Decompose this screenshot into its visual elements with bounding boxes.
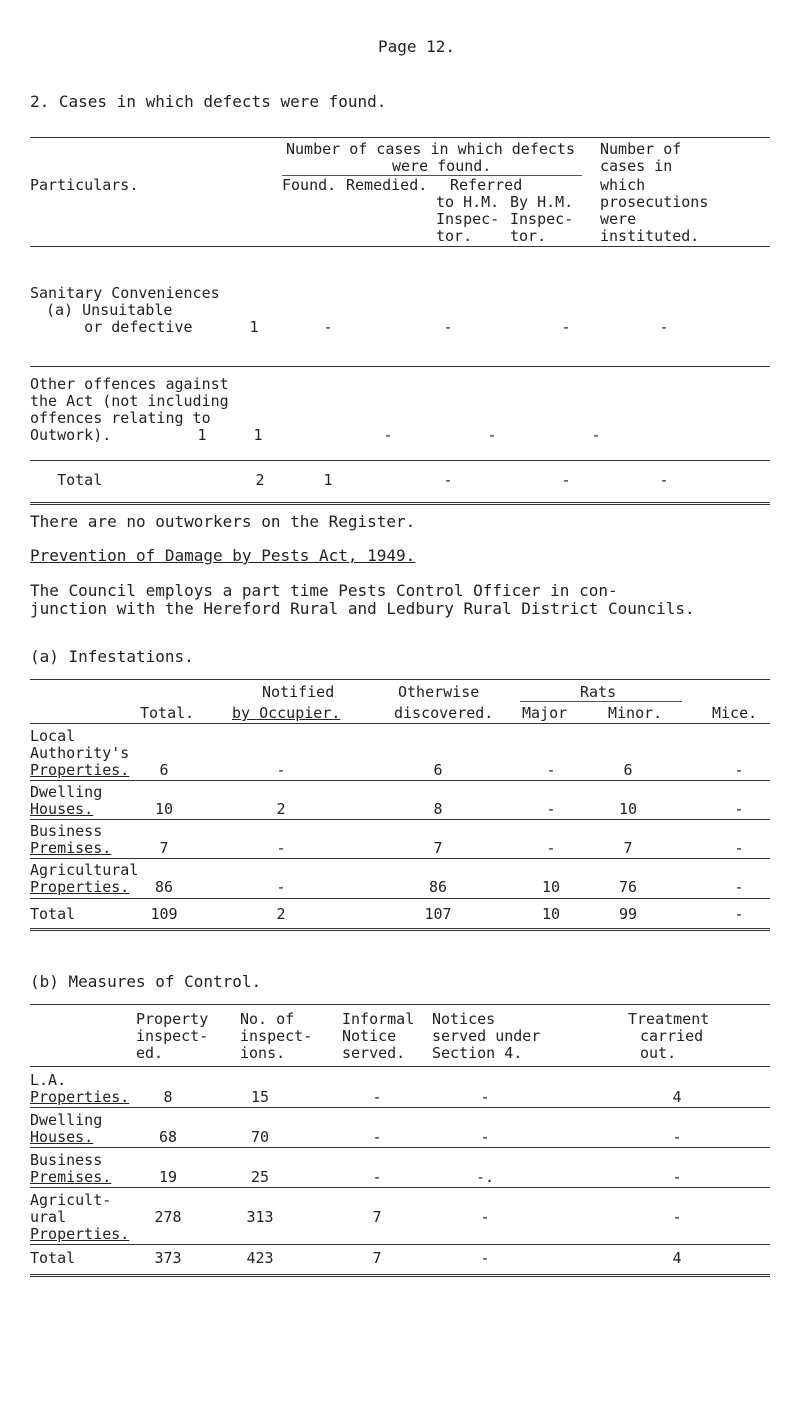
cell-treatment: 4	[672, 1249, 682, 1267]
header-bottom-rule	[30, 246, 770, 247]
row-label-line: Dwelling	[30, 1111, 103, 1129]
row-label-line: Local	[30, 727, 76, 745]
row-label-line: offences relating to	[30, 409, 211, 427]
table-bottom-rule	[30, 502, 770, 505]
header-notified-1: Notified	[262, 683, 335, 701]
cell-notices: -	[480, 1249, 490, 1267]
row-label-line: Sanitary Conveniences	[30, 284, 220, 302]
cell-major: 10	[541, 905, 561, 923]
table-top-rule	[30, 1004, 770, 1005]
row-label-line: Outwork).	[30, 426, 112, 444]
cell-property: 278	[154, 1208, 182, 1226]
cell-found: 1	[197, 426, 207, 444]
table-bottom-rule	[30, 928, 770, 931]
cell-major: -	[546, 800, 556, 818]
outworkers-note: There are no outworkers on the Register.	[30, 512, 416, 531]
row-label-line: Houses.	[30, 1128, 94, 1146]
cell-otherwise: 7	[433, 839, 443, 857]
cell-major: -	[546, 839, 556, 857]
cell-notices: -	[480, 1208, 490, 1226]
header-notices-2: served under	[432, 1027, 541, 1045]
cell-otherwise: 86	[428, 878, 448, 896]
header-treatment-2: carried	[640, 1027, 704, 1045]
cell-otherwise: 6	[433, 761, 443, 779]
header-otherwise-1: Otherwise	[398, 683, 480, 701]
cell-informal: 7	[372, 1249, 382, 1267]
header-to-hm: to H.M.	[436, 193, 500, 211]
cell-mice: -	[734, 800, 744, 818]
cell-major: 10	[541, 878, 561, 896]
cell-inspections: 313	[246, 1208, 274, 1226]
cell-prosecutions: -	[591, 426, 601, 444]
cell-to-hm: -	[383, 426, 393, 444]
cell-minor: 6	[623, 761, 633, 779]
cell-informal: -	[372, 1088, 382, 1106]
cell-minor: 10	[618, 800, 638, 818]
header-treatment-1: Treatment	[628, 1010, 710, 1028]
cell-mice: -	[734, 761, 744, 779]
cell-mice: -	[734, 878, 744, 896]
cell-remedied: 1	[253, 426, 263, 444]
cell-treatment: 4	[672, 1088, 682, 1106]
cell-total: 10	[154, 800, 174, 818]
cell-minor: 76	[618, 878, 638, 896]
row-label-line: Houses.	[30, 800, 94, 818]
header-inspections-3: ions.	[240, 1044, 286, 1062]
header-remedied: Remedied.	[346, 176, 428, 194]
cell-found: 1	[249, 318, 259, 336]
cell-prosecutions: -	[659, 471, 669, 489]
header-tor-2: tor.	[510, 227, 547, 245]
header-prosec-4: prosecutions	[600, 193, 709, 211]
header-tor-1: tor.	[436, 227, 473, 245]
cell-prosecutions: -	[659, 318, 669, 336]
row-label-line: Total	[30, 1249, 76, 1267]
header-property-3: ed.	[136, 1044, 164, 1062]
header-particulars: Particulars.	[30, 176, 139, 194]
council-paragraph-line2: junction with the Hereford Rural and Ledbury Rural District Councils.	[30, 599, 695, 618]
act-heading: Prevention of Damage by Pests Act, 1949.	[30, 546, 416, 565]
row-label-line: Total	[30, 471, 103, 489]
row-label-line: Premises.	[30, 839, 112, 857]
cell-notified: 2	[276, 905, 286, 923]
row-label-line: Other offences against	[30, 375, 229, 393]
cell-notices: -.	[475, 1168, 495, 1186]
row-rule	[30, 1147, 770, 1148]
header-prosec-3: which	[600, 176, 646, 194]
council-paragraph-line1: The Council employs a part time Pests Control Officer in con-	[30, 581, 618, 600]
row-rule	[30, 1187, 770, 1188]
cell-mice: -	[734, 905, 744, 923]
header-notified-2: by Occupier.	[232, 704, 341, 722]
cell-inspections: 70	[250, 1128, 270, 1146]
row-label-line: Properties.	[30, 878, 130, 896]
cell-remedied: 1	[323, 471, 333, 489]
cell-minor: 7	[623, 839, 633, 857]
cell-inspections: 25	[250, 1168, 270, 1186]
cell-otherwise: 107	[424, 905, 452, 923]
cell-notified: -	[276, 761, 286, 779]
row-label-line: Agricultural	[30, 861, 139, 879]
cell-otherwise: 8	[433, 800, 443, 818]
row-label-line: Premises.	[30, 1168, 112, 1186]
header-mice: Mice.	[712, 704, 758, 722]
header-prosec-6: instituted.	[600, 227, 700, 245]
header-prosec-5: were	[600, 210, 637, 228]
row-rule	[30, 858, 770, 859]
cell-property: 68	[158, 1128, 178, 1146]
header-notices-3: Section 4.	[432, 1044, 523, 1062]
header-group-line2: were found.	[392, 157, 492, 175]
cell-informal: -	[372, 1128, 382, 1146]
row-rule	[30, 460, 770, 461]
row-label-line: ural	[30, 1208, 67, 1226]
header-informal-2: Notice	[342, 1027, 397, 1045]
header-by-hm: By H.M.	[510, 193, 574, 211]
header-property-1: Property	[136, 1010, 209, 1028]
cell-inspections: 423	[246, 1249, 274, 1267]
header-bottom-rule	[30, 1066, 770, 1067]
infestations-title: (a) Infestations.	[30, 647, 194, 666]
row-rule	[30, 1107, 770, 1108]
table-top-rule	[30, 137, 770, 138]
header-treatment-3: out.	[640, 1044, 677, 1062]
header-total: Total.	[140, 704, 195, 722]
cell-property: 19	[158, 1168, 178, 1186]
table-bottom-rule	[30, 1274, 770, 1277]
header-informal-1: Informal	[342, 1010, 415, 1028]
row-rule	[30, 780, 770, 781]
row-label-line: or defective	[30, 318, 193, 336]
row-rule	[30, 366, 770, 367]
cell-found: 2	[255, 471, 265, 489]
page-number: Page 12.	[378, 37, 456, 56]
cell-notified: -	[276, 839, 286, 857]
row-rule	[30, 819, 770, 820]
cell-to-hm: -	[443, 471, 453, 489]
cell-major: -	[546, 761, 556, 779]
cell-total: 109	[150, 905, 178, 923]
cell-notices: -	[480, 1128, 490, 1146]
row-label-line: Authority's	[30, 744, 130, 762]
header-informal-3: served.	[342, 1044, 406, 1062]
cell-by-hm: -	[487, 426, 497, 444]
cell-treatment: -	[672, 1168, 682, 1186]
header-minor: Minor.	[608, 704, 663, 722]
header-inspections-1: No. of	[240, 1010, 295, 1028]
cell-treatment: -	[672, 1208, 682, 1226]
cell-remedied: -	[323, 318, 333, 336]
row-label-line: Properties.	[30, 1225, 130, 1243]
section-title: 2. Cases in which defects were found.	[30, 92, 387, 111]
header-bottom-rule	[30, 723, 770, 724]
cell-by-hm: -	[561, 318, 571, 336]
cell-total: 7	[159, 839, 169, 857]
row-label-line: Agricult-	[30, 1191, 112, 1209]
header-property-2: inspect-	[136, 1027, 209, 1045]
control-title: (b) Measures of Control.	[30, 972, 262, 991]
table-top-rule	[30, 679, 770, 680]
row-label-line: (a) Unsuitable	[46, 301, 173, 319]
cell-treatment: -	[672, 1128, 682, 1146]
cell-by-hm: -	[561, 471, 571, 489]
row-label-line: Properties.	[30, 761, 130, 779]
header-inspec-1: Inspec-	[436, 210, 500, 228]
header-inspections-2: inspect-	[240, 1027, 313, 1045]
row-label-line: the Act (not including	[30, 392, 229, 410]
cell-notices: -	[480, 1088, 490, 1106]
cell-minor: 99	[618, 905, 638, 923]
row-label-line: Dwelling	[30, 783, 103, 801]
cell-informal: -	[372, 1168, 382, 1186]
header-found: Found.	[282, 176, 337, 194]
header-major: Major	[522, 704, 568, 722]
cell-notified: 2	[276, 800, 286, 818]
header-rats: Rats	[580, 683, 617, 701]
header-group-line1: Number of cases in which defects	[286, 140, 575, 158]
cell-property: 8	[163, 1088, 173, 1106]
row-rule	[30, 1244, 770, 1245]
row-rule	[30, 898, 770, 899]
header-notices-1: Notices	[432, 1010, 496, 1028]
cell-total: 6	[159, 761, 169, 779]
header-prosec-1: Number of	[600, 140, 682, 158]
header-inspec-2: Inspec-	[510, 210, 574, 228]
cell-mice: -	[734, 839, 744, 857]
cell-informal: 7	[372, 1208, 382, 1226]
row-label-line: Business	[30, 822, 103, 840]
cell-notified: -	[276, 878, 286, 896]
header-otherwise-2: discovered.	[394, 704, 494, 722]
cell-total: 86	[154, 878, 174, 896]
header-rats-underline	[520, 701, 682, 702]
header-prosec-2: cases in	[600, 157, 673, 175]
row-label-line: Business	[30, 1151, 103, 1169]
header-referred: Referred	[450, 176, 523, 194]
row-label-line: Total	[30, 905, 76, 923]
cell-property: 373	[154, 1249, 182, 1267]
row-label-line: L.A.	[30, 1071, 67, 1089]
row-label-line: Properties.	[30, 1088, 130, 1106]
cell-to-hm: -	[443, 318, 453, 336]
cell-inspections: 15	[250, 1088, 270, 1106]
